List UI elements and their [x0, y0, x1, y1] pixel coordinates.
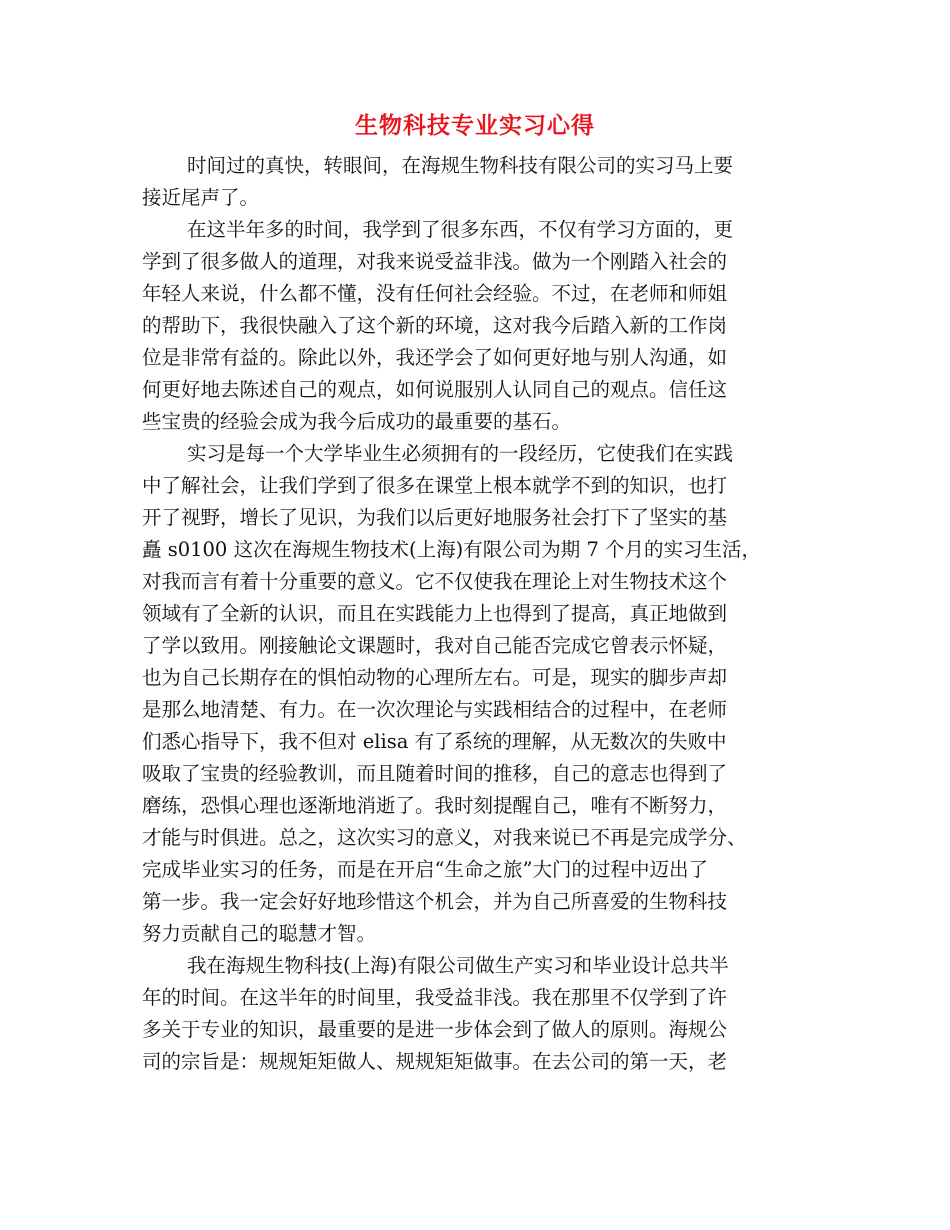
text-line: 时间过的真快，转眼间，在海规生物科技有限公司的实习马上要: [187, 154, 734, 177]
text-line: 年的时间。在这半年的时间里，我受益非浅。我在那里不仅学到了许: [142, 986, 728, 1009]
text-line: 何更好地去陈述自己的观点，如何说服别人认同自己的观点。信任这: [142, 378, 728, 401]
text-line: 才能与时俱进。总之，这次实习的意义，对我来说已不再是完成学分、: [142, 826, 747, 849]
text-line: 的帮助下，我很快融入了这个新的环境，这对我今后踏入新的工作岗: [142, 314, 728, 337]
text-line: 们悉心指导下，我不但对 elisa 有了系统的理解，从无数次的失败中: [142, 730, 727, 753]
text-line: 接近尾声了。: [142, 186, 260, 209]
text-line: 中了解社会，让我们学到了很多在课堂上根本就学不到的知识，也打: [142, 474, 728, 497]
text-line: 开了视野，增长了见识，为我们以后更好地服务社会打下了坚实的基: [142, 506, 728, 529]
paragraph-3: [142, 438, 804, 950]
text-line: 磨练，恐惧心理也逐渐地消逝了。我时刻提醒自己，唯有不断努力，: [142, 794, 728, 817]
text-line: 领域有了全新的认识，而且在实践能力上也得到了提高，真正地做到: [142, 602, 728, 625]
text-line: 努力贡献自己的聪慧才智。: [142, 922, 377, 945]
text-line: 司的宗旨是：规规矩矩做人、规规矩矩做事。在去公司的第一天，老: [142, 1050, 728, 1073]
text-line: 年轻人来说，什么都不懂，没有任何社会经验。不过，在老师和师姐: [142, 282, 728, 305]
paragraph-2: [142, 214, 804, 438]
text-line: 了学以致用。刚接触论文课题时，我对自己能否完成它曾表示怀疑，: [142, 634, 728, 657]
text-line: 位是非常有益的。除此以外，我还学会了如何更好地与别人沟通，如: [142, 346, 728, 369]
text-line: 我在海规生物科技(上海)有限公司做生产实习和毕业设计总共半: [187, 954, 729, 977]
text-line: 些宝贵的经验会成为我今后成功的最重要的基石。: [142, 410, 572, 433]
text-line: 吸取了宝贵的经验教训，而且随着时间的推移，自己的意志也得到了: [142, 762, 728, 785]
text-line: 实习是每一个大学毕业生必须拥有的一段经历，它使我们在实践: [187, 442, 734, 465]
text-line: 学到了很多做人的道理，对我来说受益非浅。做为一个刚踏入社会的: [142, 250, 728, 273]
document-title: 生物科技专业实习心得: [355, 112, 595, 139]
text-line: 多关于专业的知识，最重要的是进一步体会到了做人的原则。海规公: [142, 1018, 728, 1041]
text-line: 矗 s0100 这次在海规生物技术(上海)有限公司为期 7 个月的实习生活，: [142, 538, 762, 561]
text-line: 在这半年多的时间，我学到了很多东西，不仅有学习方面的，更: [187, 218, 734, 241]
document-body: [142, 150, 804, 1078]
text-line: 完成毕业实习的任务，而是在开启“生命之旅”大门的过程中迈出了: [142, 858, 708, 881]
text-line: 是那么地清楚、有力。在一次次理论与实践相结合的过程中，在老师: [142, 698, 728, 721]
text-line: 对我而言有着十分重要的意义。它不仅使我在理论上对生物技术这个: [142, 570, 728, 593]
text-line: 也为自己长期存在的惧怕动物的心理所左右。可是，现实的脚步声却: [142, 666, 728, 689]
paragraph-1: [142, 150, 804, 214]
paragraph-4: [142, 950, 804, 1078]
text-line: 第一步。我一定会好好地珍惜这个机会，并为自己所喜爱的生物科技: [142, 890, 728, 913]
